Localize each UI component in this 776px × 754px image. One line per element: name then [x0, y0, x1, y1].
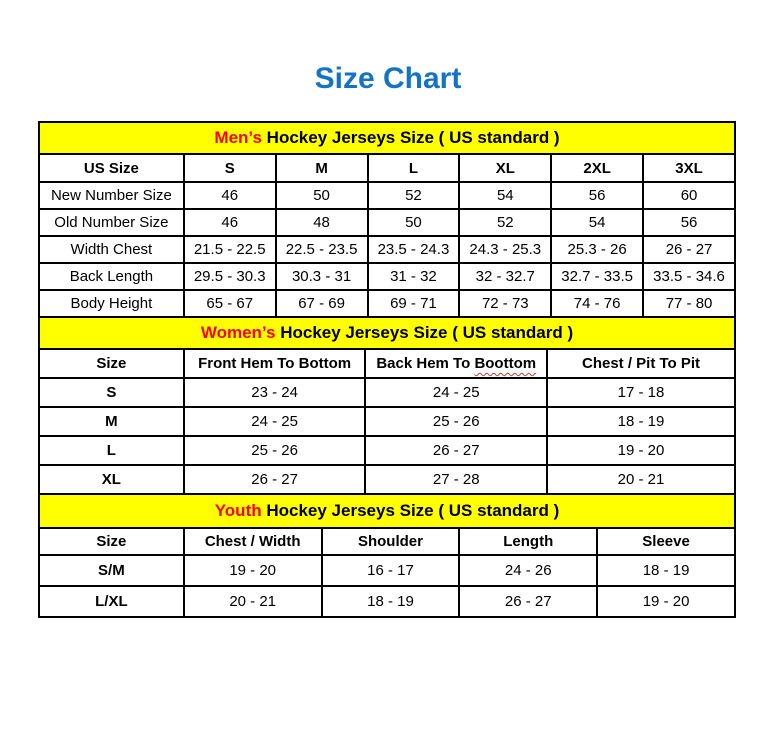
- value-cell: 21.5 - 22.5: [184, 236, 276, 263]
- band-text: Hockey Jerseys Size ( US standard ): [261, 128, 560, 147]
- value-cell: 18 - 19: [597, 555, 735, 586]
- value-cell: 72 - 73: [459, 290, 551, 317]
- row-label-cell: S/M: [39, 555, 184, 586]
- value-cell: 56: [643, 209, 735, 236]
- section-mens: [38, 121, 736, 318]
- section-band-womens: [38, 316, 736, 350]
- value-cell: 48: [276, 209, 368, 236]
- value-cell: 24 - 26: [459, 555, 597, 586]
- column-header: 2XL: [551, 154, 643, 182]
- table-row: [39, 378, 735, 407]
- womens-size-table: [38, 348, 736, 495]
- column-header: US Size: [39, 154, 184, 182]
- value-cell: 60: [643, 182, 735, 209]
- header-row: [39, 528, 735, 555]
- header-row: [39, 154, 735, 182]
- column-header: Size: [39, 528, 184, 555]
- band-text: Hockey Jerseys Size ( US standard ): [275, 323, 574, 342]
- value-cell: 18 - 19: [547, 407, 735, 436]
- section-band-youth: [38, 493, 736, 529]
- value-cell: 54: [551, 209, 643, 236]
- misspelled-word: Boottom: [474, 355, 537, 372]
- column-header: Front Hem To Bottom: [184, 349, 366, 378]
- column-header: Sleeve: [597, 528, 735, 555]
- value-cell: 74 - 76: [551, 290, 643, 317]
- column-header: 3XL: [643, 154, 735, 182]
- value-cell: 52: [459, 209, 551, 236]
- value-cell: 25 - 26: [365, 407, 547, 436]
- column-header: L: [368, 154, 460, 182]
- section-band-mens: [38, 121, 736, 155]
- value-cell: 33.5 - 34.6: [643, 263, 735, 290]
- table-row: [39, 465, 735, 494]
- column-header: Length: [459, 528, 597, 555]
- value-cell: 32.7 - 33.5: [551, 263, 643, 290]
- value-cell: 52: [368, 182, 460, 209]
- value-cell: 30.3 - 31: [276, 263, 368, 290]
- value-cell: 23 - 24: [184, 378, 366, 407]
- row-label-cell: S: [39, 378, 184, 407]
- row-label-cell: M: [39, 407, 184, 436]
- band-highlight: Women’s: [200, 323, 276, 342]
- column-header: Chest / Pit To Pit: [547, 349, 735, 378]
- mens-size-table: [38, 153, 736, 318]
- value-cell: 26 - 27: [365, 436, 547, 465]
- band-highlight: Youth: [214, 501, 262, 520]
- row-label-cell: XL: [39, 465, 184, 494]
- value-cell: 31 - 32: [368, 263, 460, 290]
- row-label-cell: New Number Size: [39, 182, 184, 209]
- table-row: [39, 290, 735, 317]
- value-cell: 65 - 67: [184, 290, 276, 317]
- value-cell: 26 - 27: [184, 465, 366, 494]
- table-row: [39, 586, 735, 617]
- table-row: [39, 436, 735, 465]
- column-header: XL: [459, 154, 551, 182]
- value-cell: 50: [368, 209, 460, 236]
- table-row: [39, 209, 735, 236]
- row-label-cell: L/XL: [39, 586, 184, 617]
- row-label-cell: Back Length: [39, 263, 184, 290]
- table-row: [39, 555, 735, 586]
- value-cell: 16 - 17: [322, 555, 460, 586]
- column-header: Back Hem To Boottom: [365, 349, 547, 378]
- table-row: [39, 182, 735, 209]
- value-cell: 25.3 - 26: [551, 236, 643, 263]
- section-youth: [38, 493, 736, 618]
- column-header: M: [276, 154, 368, 182]
- value-cell: 25 - 26: [184, 436, 366, 465]
- page-title: Size Chart: [314, 62, 462, 95]
- value-cell: 46: [184, 182, 276, 209]
- header-row: [39, 349, 735, 378]
- column-header: S: [184, 154, 276, 182]
- value-cell: 23.5 - 24.3: [368, 236, 460, 263]
- column-header: Size: [39, 349, 184, 378]
- section-womens: [38, 316, 736, 495]
- row-label-cell: Old Number Size: [39, 209, 184, 236]
- value-cell: 54: [459, 182, 551, 209]
- value-cell: 24 - 25: [184, 407, 366, 436]
- value-cell: 17 - 18: [547, 378, 735, 407]
- value-cell: 20 - 21: [547, 465, 735, 494]
- value-cell: 24.3 - 25.3: [459, 236, 551, 263]
- value-cell: 69 - 71: [368, 290, 460, 317]
- column-header: Chest / Width: [184, 528, 322, 555]
- row-label-cell: L: [39, 436, 184, 465]
- value-cell: 32 - 32.7: [459, 263, 551, 290]
- table-row: [39, 407, 735, 436]
- value-cell: 46: [184, 209, 276, 236]
- value-cell: 19 - 20: [184, 555, 322, 586]
- value-cell: 29.5 - 30.3: [184, 263, 276, 290]
- table-row: [39, 236, 735, 263]
- value-cell: 20 - 21: [184, 586, 322, 617]
- value-cell: 24 - 25: [365, 378, 547, 407]
- size-chart-document: [38, 121, 736, 618]
- value-cell: 19 - 20: [547, 436, 735, 465]
- table-row: [39, 263, 735, 290]
- value-cell: 26 - 27: [643, 236, 735, 263]
- value-cell: 50: [276, 182, 368, 209]
- value-cell: 22.5 - 23.5: [276, 236, 368, 263]
- youth-size-table: [38, 527, 736, 618]
- band-text: Hockey Jerseys Size ( US standard ): [261, 501, 560, 520]
- value-cell: 67 - 69: [276, 290, 368, 317]
- value-cell: 26 - 27: [459, 586, 597, 617]
- column-header: Shoulder: [322, 528, 460, 555]
- row-label-cell: Width Chest: [39, 236, 184, 263]
- value-cell: 77 - 80: [643, 290, 735, 317]
- value-cell: 56: [551, 182, 643, 209]
- value-cell: 27 - 28: [365, 465, 547, 494]
- value-cell: 18 - 19: [322, 586, 460, 617]
- row-label-cell: Body Height: [39, 290, 184, 317]
- value-cell: 19 - 20: [597, 586, 735, 617]
- band-highlight: Men’s: [214, 128, 262, 147]
